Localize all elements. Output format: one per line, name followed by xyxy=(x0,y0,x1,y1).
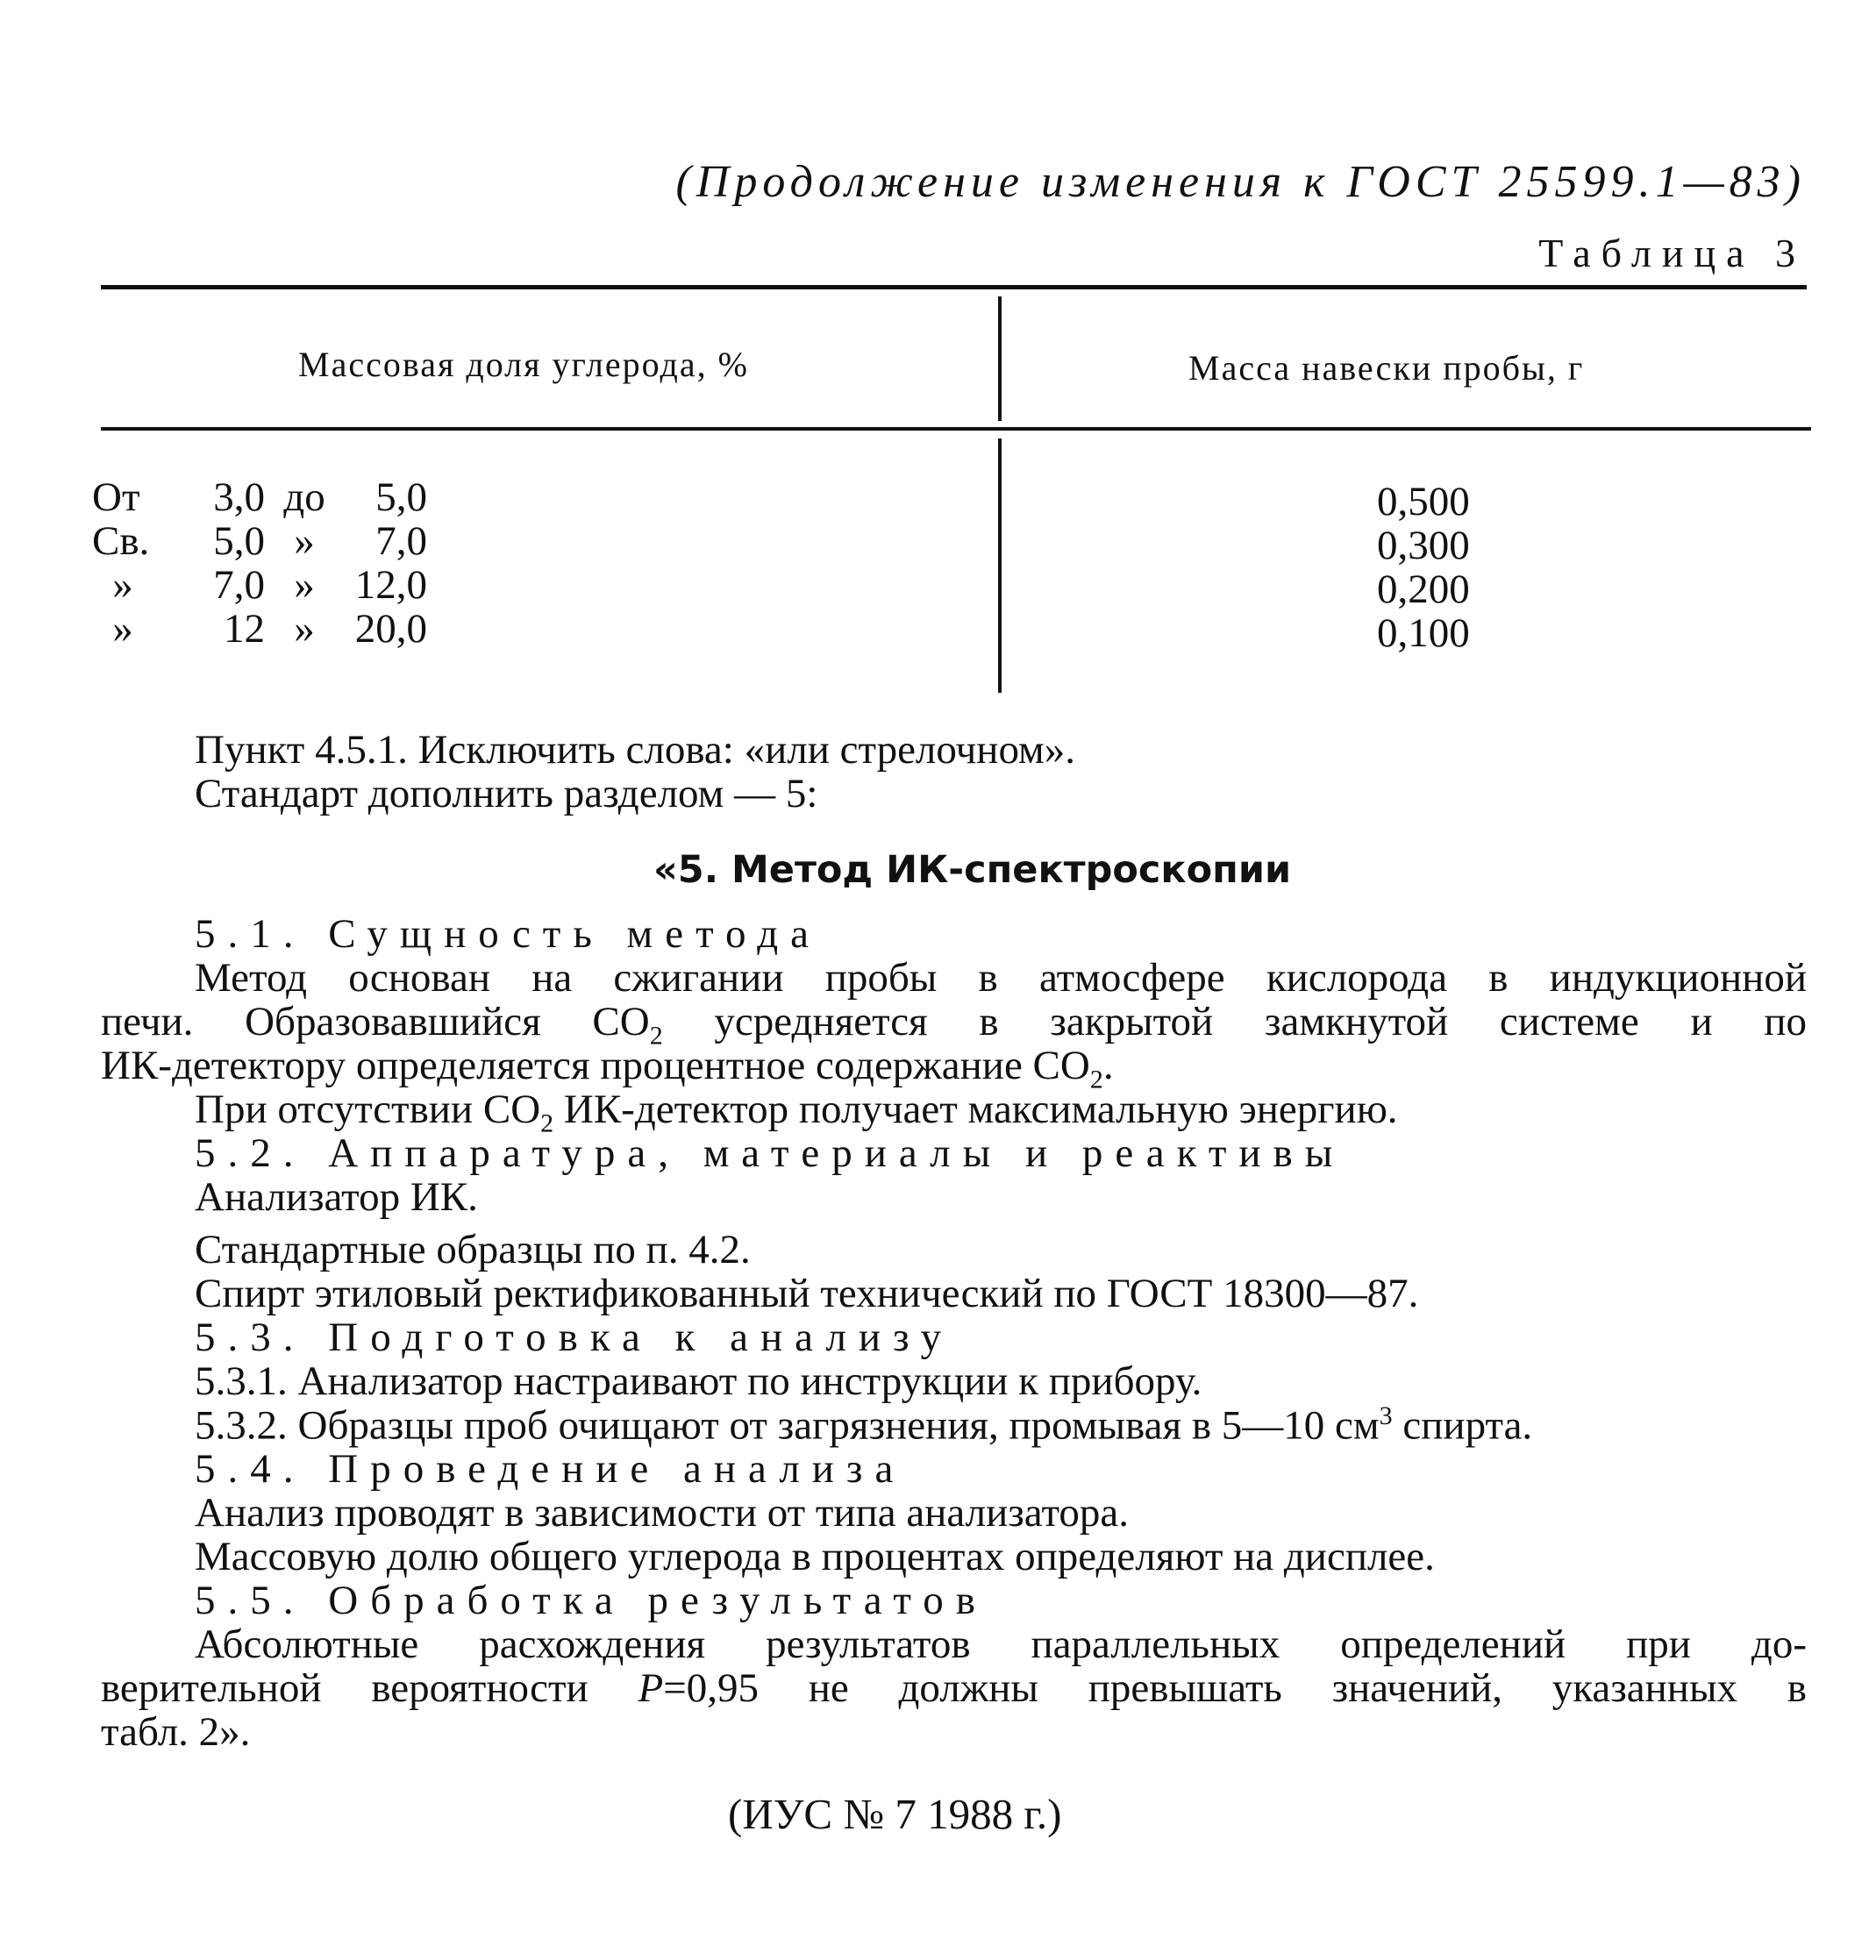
range-from: 12 xyxy=(224,606,265,652)
paragraph-line: Стандартные образцы по п. 4.2. xyxy=(195,1227,751,1272)
table-header-rule xyxy=(101,427,1811,431)
source-footnote: (ИУС № 7 1988 г.) xyxy=(728,1790,1062,1838)
paragraph: Стандарт дополнить разделом — 5: xyxy=(195,771,818,816)
range-to: 5,0 xyxy=(375,474,427,520)
paragraph-line: Массовую долю общего углерода в процентах определяют на дисплее. xyxy=(195,1534,1435,1579)
continuation-header: (Продолжение изменения к ГОСТ 25599.1—83) xyxy=(675,157,1806,207)
paragraph-line: Абсолютные расхождения результатов параллельных определений при до- xyxy=(195,1621,1807,1667)
range-prefix: » xyxy=(112,562,133,608)
paragraph-line: печи. Образовавшийся $CO_2$ усредняется в закрытой замкнутой системе и по xyxy=(101,999,1807,1051)
paragraph: Пункт 4.5.1. Исключить слова: «или стрелочном». xyxy=(195,727,1076,773)
range-prefix: Св. xyxy=(92,518,150,564)
paragraph-line: верительной вероятности P=0,95 не должны превышать значений, указанных в xyxy=(101,1665,1807,1711)
range-sep: » xyxy=(294,562,315,608)
range-from: 5,0 xyxy=(213,518,265,564)
paragraph-line: Спирт этиловый ректификованный технический по ГОСТ 18300—87. xyxy=(195,1271,1419,1316)
subsection-title: 5.1. Сущность метода xyxy=(195,911,821,957)
paragraph-line: 5.3.1. Анализатор настраивают по инструкции к прибору. xyxy=(195,1358,1202,1404)
column-header-carbon: Массовая доля углерода, % xyxy=(298,345,749,384)
range-prefix: От xyxy=(92,474,140,520)
paragraph-line: Метод основан на сжигании пробы в атмосфере кислорода в индукционной xyxy=(195,955,1807,1001)
table-label: Таблица 3 xyxy=(1538,231,1806,275)
range-sep: » xyxy=(294,606,315,652)
subsection-title: 5.5. Обработка результатов xyxy=(195,1578,988,1623)
table-body-divider xyxy=(998,438,1002,693)
paragraph-line: табл. 2». xyxy=(101,1709,251,1755)
range-from: 7,0 xyxy=(213,562,265,608)
range-to: 12,0 xyxy=(354,562,427,608)
paragraph-line: ИК-детектору определяется процентное содержание $CO_2$. xyxy=(101,1043,1114,1094)
table-row-range xyxy=(92,561,427,609)
paragraph-line: Анализатор ИК. xyxy=(195,1174,478,1220)
subsection-title: 5.2. Аппаратура, материалы и реактивы xyxy=(195,1130,1345,1176)
range-to: 20,0 xyxy=(354,606,427,652)
section-title: «5. Метод ИК-спектроскопии xyxy=(653,848,1292,892)
table-header-divider xyxy=(998,296,1002,421)
paragraph-line: При отсутствии $CO_2$ ИК-детектор получает максимальную энергию. xyxy=(195,1087,1398,1138)
column-header-mass: Масса навески пробы, г xyxy=(1188,348,1585,388)
range-to: 7,0 xyxy=(375,518,427,564)
table-row-range xyxy=(92,517,427,565)
range-from: 3,0 xyxy=(213,474,265,520)
range-sep: » xyxy=(294,518,315,564)
table-row-range xyxy=(92,474,427,521)
range-sep: до xyxy=(283,474,325,520)
subsection-title: 5.4. Проведение анализа xyxy=(195,1446,906,1492)
range-prefix: » xyxy=(112,606,133,652)
table-cell-mass: 0,300 xyxy=(1377,523,1470,568)
subsection-title: 5.3. Подготовка к анализу xyxy=(195,1315,954,1360)
paragraph-line: Анализ проводят в зависимости от типа анализатора. xyxy=(195,1490,1129,1536)
table-cell-mass: 0,100 xyxy=(1377,610,1470,656)
table-row-range xyxy=(92,605,427,652)
table-cell-mass: 0,200 xyxy=(1377,567,1470,612)
paragraph-line: 5.3.2. Образцы проб очищают от загрязнения, промывая в 5—10 $см^3$ спирта. xyxy=(195,1401,1533,1449)
table-cell-mass: 0,500 xyxy=(1377,479,1470,524)
table-top-rule xyxy=(101,285,1807,289)
